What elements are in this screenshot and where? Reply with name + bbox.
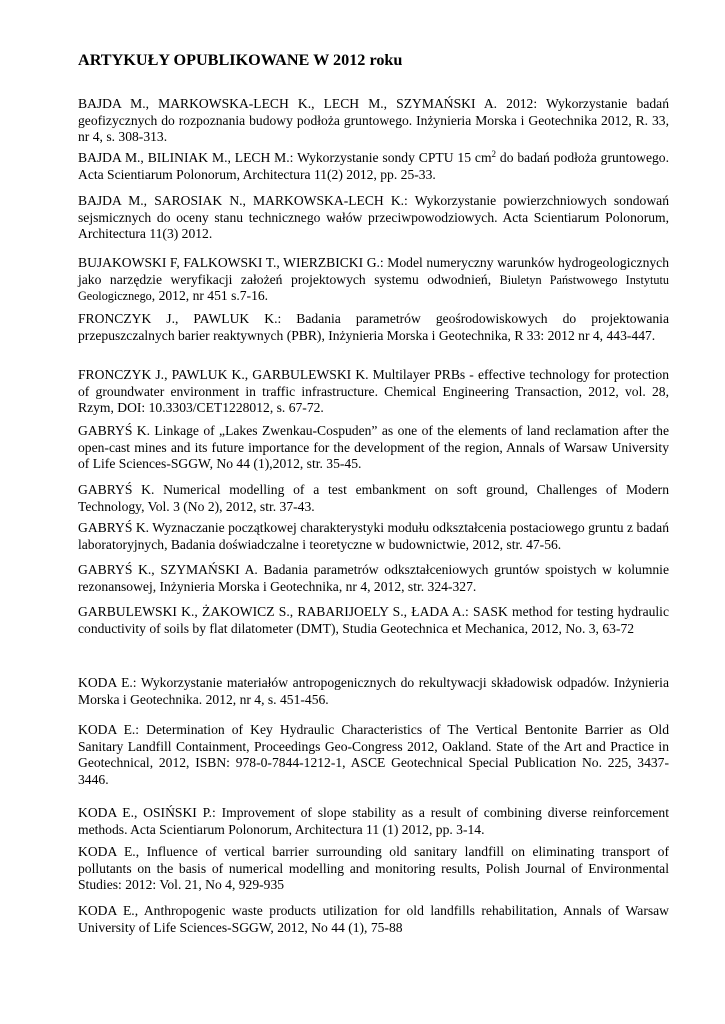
reference-item: BAJDA M., MARKOWSKA-LECH K., LECH M., SZYMAŃSKI A. 2012: Wykorzystanie badań geofizycznych do rozpoznania budowy podłoża gruntowego. Inżynieria Morska i Geotechnika 2012, R. 33, nr 4, s. 308-313. bbox=[78, 96, 669, 145]
reference-item: KODA E., Anthropogenic waste products utilization for old landfills rehabilitation, Annals of Warsaw University of Life Sciences-SGGW, 2012, No 44 (1), 75-88 bbox=[78, 903, 669, 935]
reference-item: KODA E., Influence of vertical barrier surrounding old sanitary landfill on eliminating transport of pollutants on the basis of numerical modelling and monitoring results, Polish Journal of Environmental Studies: 2012: Vol. 21, No 4, 929-935 bbox=[78, 844, 669, 893]
journal-name: Biuletyn Państwowego Instytutu Geologicznego bbox=[78, 272, 669, 304]
reference-item: FRONCZYK J., PAWLUK K., GARBULEWSKI K. Multilayer PRBs - effective technology for protection of groundwater environment in traffic infrastructure. Chemical Engineering Transaction, 2012, vol. 28, Rzym, DOI: 10.3303/CET1228012, s. 67-72. bbox=[78, 367, 669, 416]
reference-item: BAJDA M., SAROSIAK N., MARKOWSKA-LECH K.: Wykorzystanie powierzchniowych sondowań sejsmicznych do oceny stanu technicznego wałów przeciwpowodziowych. Acta Scientiarum Polonorum, Architectura 11(3) 2012. bbox=[78, 193, 669, 242]
reference-text: BAJDA M., BILINIAK M., LECH M.: Wykorzystanie sondy CPTU 15 cm bbox=[78, 150, 492, 165]
reference-item bbox=[78, 150, 669, 183]
reference-item: KODA E., OSIŃSKI P.: Improvement of slope stability as a result of combining diverse reinforcement methods. Acta Scientiarum Polonorum, Architectura 11 (1) 2012, pp. 3-14. bbox=[78, 805, 669, 837]
reference-text: , 2012, nr 451 s.7-16. bbox=[151, 288, 269, 304]
reference-item: GABRYŚ K. Wyznaczanie początkowej charakterystyki modułu odkształcenia postaciowego gruntu z badań laboratoryjnych, Badania doświadczalne i teoretyczne w budownictwie, 2012, str. 47-56. bbox=[78, 520, 669, 552]
reference-item: KODA E.: Determination of Key Hydraulic Characteristics of The Vertical Bentonite Barrier as Old Sanitary Landfill Containment, Proceedings Geo-Congress 2012, Oakland. State of the Art and Practice in Geotechnical, 2012, ISBN: 978-0-7844-1212-1, ASCE Geotechnical Special Publication No. 225, 3437-3446. bbox=[78, 722, 669, 787]
reference-item: FRONCZYK J., PAWLUK K.: Badania parametrów geośrodowiskowych do projektowania przepuszczalnych barier reaktywnych (PBR), Inżynieria Morska i Geotechnika, R 33: 2012 nr 4, 443-447. bbox=[78, 311, 669, 343]
superscript: 2 bbox=[491, 149, 497, 159]
reference-text: do badań podłoża gruntowego. Acta Scientiarum Polonorum, Architectura 11(2) 2012, pp. 25-33. bbox=[78, 150, 669, 182]
reference-item: GABRYŚ K. Numerical modelling of a test embankment on soft ground, Challenges of Modern Technology, Vol. 3 (No 2), 2012, str. 37-43. bbox=[78, 482, 669, 514]
reference-text: BUJAKOWSKI F, FALKOWSKI T., WIERZBICKI G.: Model numeryczny warunków hydrogeologicznych jako narzędzie weryfikacji założeń projektowych systemu odwodnień, bbox=[78, 255, 669, 287]
reference-item: GARBULEWSKI K., ŻAKOWICZ S., RABARIJOELY S., ŁADA A.: SASK method for testing hydraulic conductivity of soils by flat dilatometer (DMT), Studia Geotechnica et Mechanica, 2012, No. 3, 63-72 bbox=[78, 604, 669, 636]
page-title: ARTYKUŁY OPUBLIKOWANE W 2012 roku bbox=[78, 51, 403, 69]
reference-item: GABRYŚ K. Linkage of „Lakes Zwenkau-Cospuden” as one of the elements of land reclamation after the open-cast mines and its future importance for the development of the region, Annals of Warsaw University of Life Sciences-SGGW, No 44 (1),2012, str. 35-45. bbox=[78, 423, 669, 472]
reference-item: KODA E.: Wykorzystanie materiałów antropogenicznych do rekultywacji składowisk odpadów. Inżynieria Morska i Geotechnika. 2012, nr 4, s. 451-456. bbox=[78, 675, 669, 707]
reference-item: GABRYŚ K., SZYMAŃSKI A. Badania parametrów odkształceniowych gruntów spoistych w kolumnie rezonansowej, Inżynieria Morska i Geotechnika, nr 4, 2012, str. 324-327. bbox=[78, 562, 669, 594]
reference-item bbox=[78, 255, 669, 305]
